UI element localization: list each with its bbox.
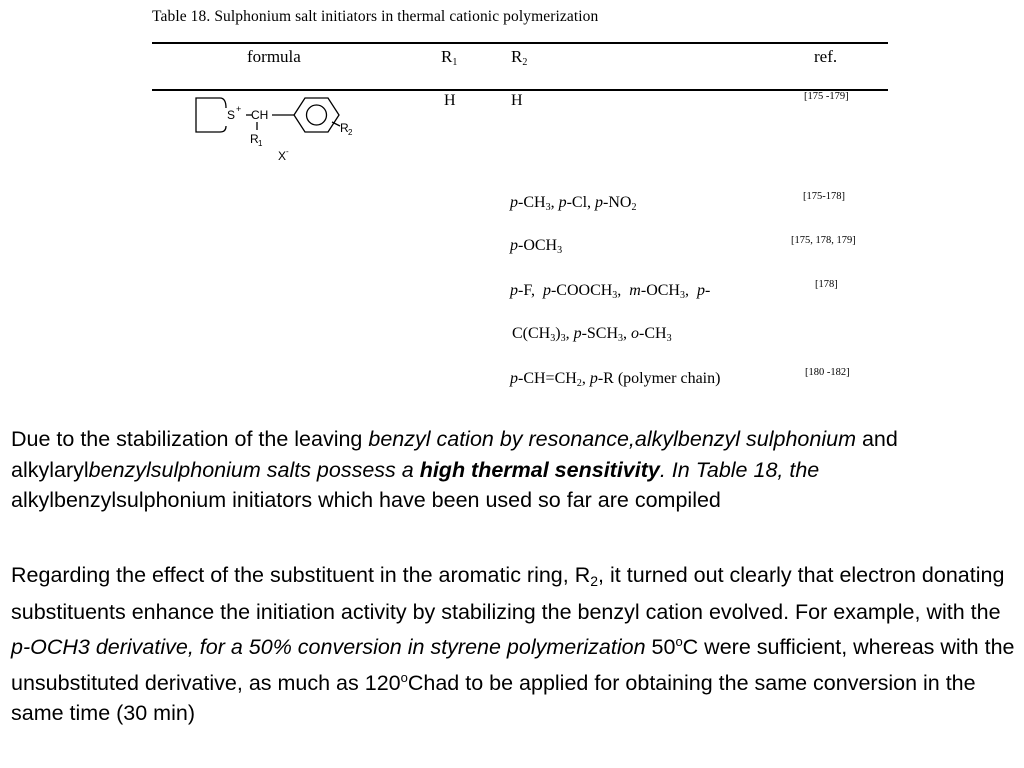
ch-label: CH (251, 108, 269, 122)
row6-ref: [180 -182] (805, 367, 850, 378)
anion-charge: - (286, 147, 289, 156)
paragraph-1: Due to the stabilization of the leaving benzyl cation by resonance,alkylbenzyl sulphonium and alkylarylbenzylsulphonium salts possess a high thermal sensitivity. In Table 18, the alkylbenzylsulphonium initiators which have been used so far are compiled (11, 427, 898, 512)
row5-r2: $C(CH_3)_3$, $p-SCH_3$, $o-CH_3$ (512, 325, 672, 344)
row3-r2: $p-OCH_3$ (510, 237, 563, 256)
row4-r2: p-F, $p-COOCH_3$, $m-OCH_3$, p- (510, 282, 711, 301)
header-formula: formula (247, 47, 301, 66)
row1-r1: H (444, 92, 456, 109)
r1-label: R (250, 132, 259, 146)
header-ref: ref. (814, 47, 838, 66)
row4-ref: [178] (815, 279, 838, 290)
row3-ref: [175, 178, 179] (791, 235, 856, 246)
thiolane-ring (196, 98, 226, 132)
table-caption: Table 18. Sulphonium salt initiators in thermal cationic polymerization (152, 8, 599, 25)
positive-charge: + (236, 104, 242, 114)
r2-label: R (340, 121, 349, 135)
row2-r2: $p-CH_3$, p-Cl, $p-NO_2$ (510, 194, 637, 213)
sulphonium-structure-diagram (190, 88, 370, 166)
row1-r2: H (511, 92, 523, 109)
table-top-rule (152, 42, 888, 44)
row1-ref: [175 -179] (804, 91, 849, 102)
r2-subscript: 2 (348, 128, 353, 137)
r1-subscript: 1 (258, 139, 263, 148)
sulfur-label: S (227, 108, 236, 122)
row6-r2: $p-CH=CH_2$, p-R (polymer chain) (510, 370, 721, 389)
paragraph-2: Regarding the effect of the substituent in the aromatic ring, $R_2$, it turned out clearly that electron donating substituents enhance the initiation activity by stabilizing the benzyl cation evolved. For example, with the p-OCH3 derivative, for a 50% conversion in styrene polymerization 50$^o$C were sufficient, whereas with the unsubstituted derivative, as much as 120$^o$Chad to be applied for obtaining the same conversion in the same time (30 min) (11, 563, 1015, 725)
row2-ref: [175-178] (803, 191, 845, 202)
anion-label: X (278, 149, 287, 163)
benzene-ring (294, 98, 339, 132)
header-r2: $R_2$ (511, 47, 528, 68)
header-r1: $R_1$ (441, 47, 458, 68)
